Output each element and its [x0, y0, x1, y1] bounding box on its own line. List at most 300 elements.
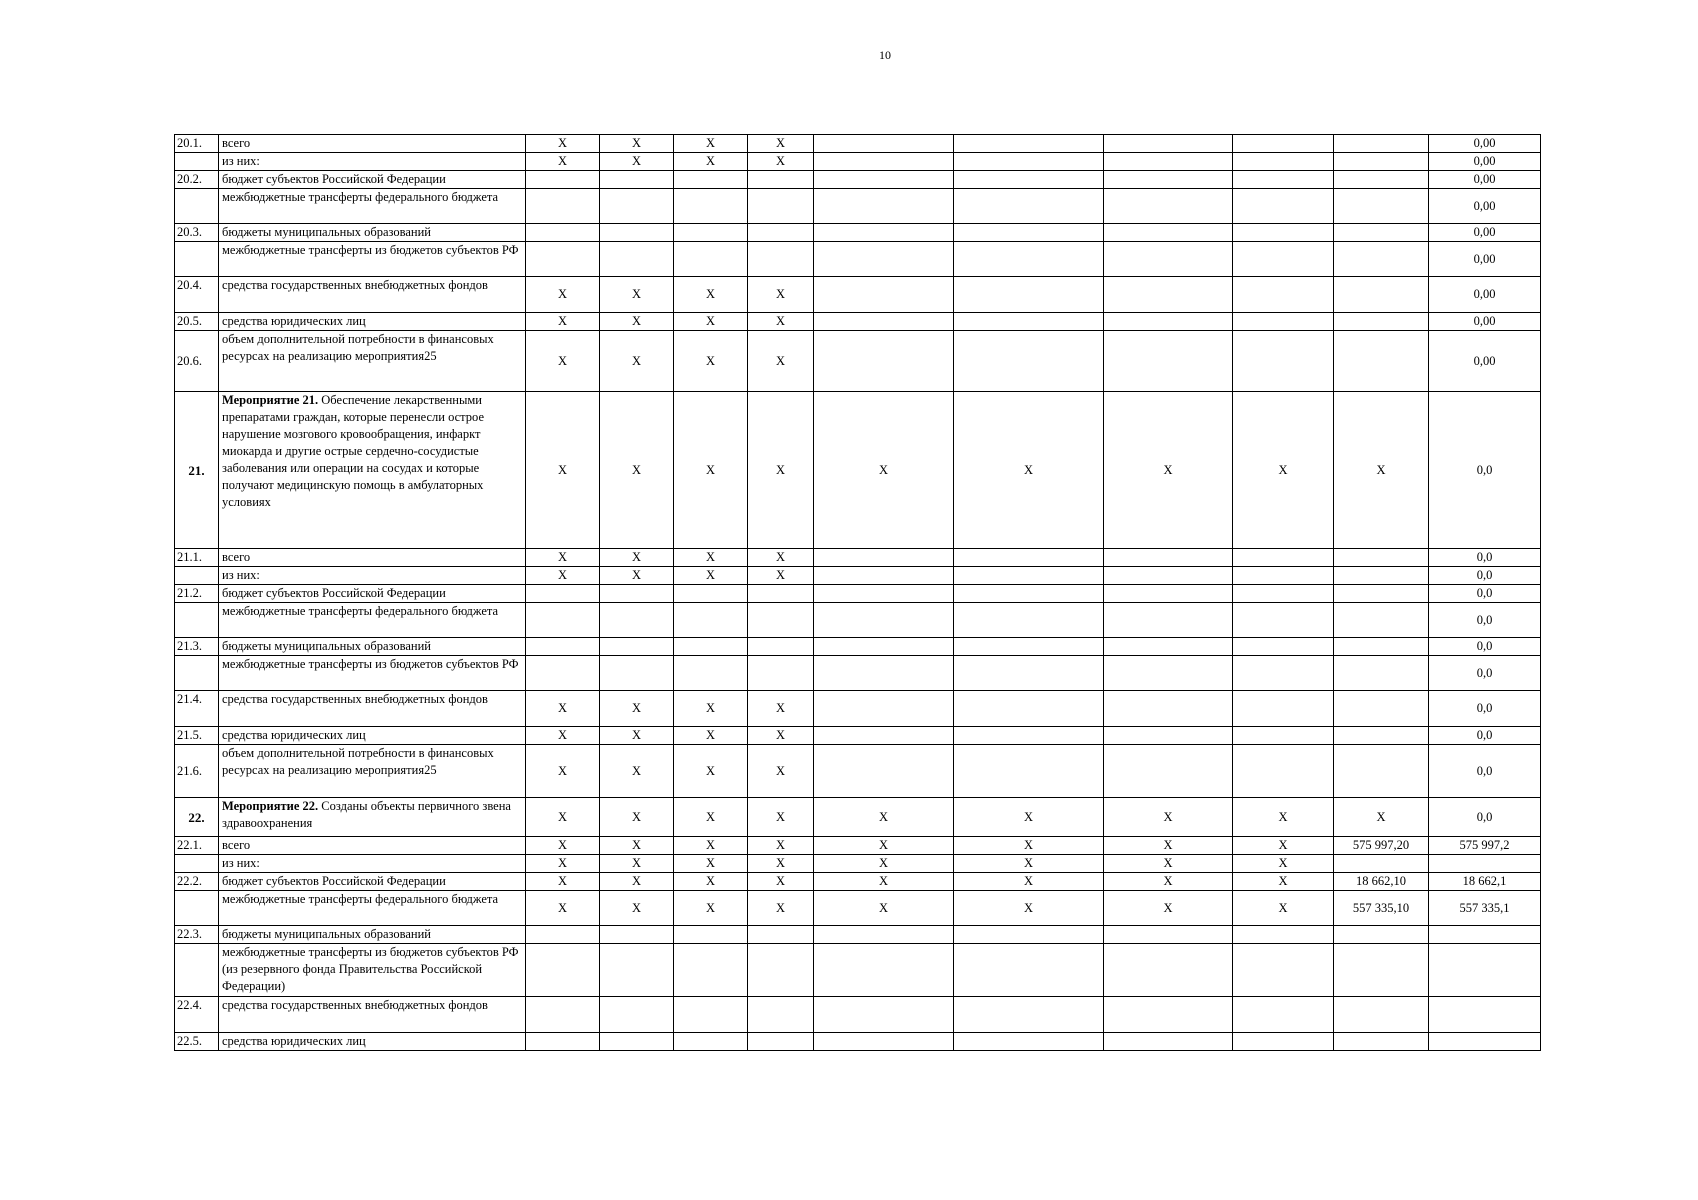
value-cell: [814, 997, 954, 1033]
event-title: Мероприятие 22.: [222, 799, 319, 813]
value-cell: [526, 997, 600, 1033]
value-cell: X: [526, 891, 600, 926]
value-cell: 0,00: [1429, 313, 1541, 331]
value-cell: 0,0: [1429, 603, 1541, 638]
value-cell: X: [674, 745, 748, 798]
event-description: Обеспечение лекарственными препаратами граждан, которые перенесли острое нарушение мозгового кровообращения, инфаркт миокарда и другие острые сердечно-сосудистые заболевания или операции на сосудах и которые получают медицинскую помощь в амбулаторных условиях: [222, 393, 484, 509]
row-description: межбюджетные трансферты из бюджетов субъектов РФ (из резервного фонда Правительства Российской Федерации): [219, 944, 526, 997]
value-cell: [1104, 277, 1233, 313]
value-cell: X: [814, 392, 954, 549]
table-row: [175, 691, 1541, 727]
value-cell: [674, 638, 748, 656]
value-cell: [814, 656, 954, 691]
value-cell: [1104, 313, 1233, 331]
value-cell: 18 662,10: [1334, 873, 1429, 891]
value-cell: [1334, 567, 1429, 585]
table-row: [175, 1033, 1541, 1051]
value-cell: [1334, 926, 1429, 944]
table-row: [175, 727, 1541, 745]
value-cell: X: [674, 331, 748, 392]
value-cell: X: [526, 277, 600, 313]
value-cell: [1233, 331, 1334, 392]
value-cell: [748, 242, 814, 277]
value-cell: 18 662,1: [1429, 873, 1541, 891]
value-cell: [1233, 745, 1334, 798]
row-number: 20.4.: [175, 277, 219, 313]
value-cell: X: [526, 549, 600, 567]
value-cell: [954, 313, 1104, 331]
value-cell: [748, 997, 814, 1033]
row-number: [175, 242, 219, 277]
row-description: межбюджетные трансферты федерального бюджета: [219, 603, 526, 638]
row-description: объем дополнительной потребности в финансовых ресурсах на реализацию мероприятия25: [219, 331, 526, 392]
row-description: средства государственных внебюджетных фондов: [219, 277, 526, 313]
value-cell: X: [748, 277, 814, 313]
value-cell: [748, 224, 814, 242]
value-cell: [526, 242, 600, 277]
value-cell: X: [674, 277, 748, 313]
value-cell: [814, 549, 954, 567]
value-cell: 557 335,1: [1429, 891, 1541, 926]
table-row: [175, 313, 1541, 331]
row-number: 21.5.: [175, 727, 219, 745]
value-cell: [1233, 313, 1334, 331]
value-cell: [1104, 745, 1233, 798]
value-cell: [1104, 153, 1233, 171]
value-cell: 0,00: [1429, 153, 1541, 171]
value-cell: X: [748, 691, 814, 727]
value-cell: X: [814, 873, 954, 891]
value-cell: X: [526, 691, 600, 727]
row-number: 20.5.: [175, 313, 219, 331]
value-cell: [814, 189, 954, 224]
value-cell: [1334, 153, 1429, 171]
value-cell: X: [674, 313, 748, 331]
value-cell: [954, 944, 1104, 997]
value-cell: [1104, 567, 1233, 585]
value-cell: [954, 1033, 1104, 1051]
value-cell: 0,00: [1429, 171, 1541, 189]
value-cell: 0,0: [1429, 585, 1541, 603]
value-cell: X: [814, 891, 954, 926]
value-cell: 0,00: [1429, 277, 1541, 313]
value-cell: [1104, 224, 1233, 242]
value-cell: [954, 691, 1104, 727]
value-cell: X: [1334, 798, 1429, 837]
value-cell: X: [526, 837, 600, 855]
table-row: [175, 171, 1541, 189]
value-cell: [1233, 656, 1334, 691]
value-cell: X: [954, 392, 1104, 549]
value-cell: [748, 1033, 814, 1051]
value-cell: X: [748, 727, 814, 745]
row-number: [175, 567, 219, 585]
value-cell: [954, 549, 1104, 567]
row-number: 21.3.: [175, 638, 219, 656]
table-row: [175, 585, 1541, 603]
value-cell: [814, 745, 954, 798]
page-number: 10: [879, 48, 891, 62]
value-cell: [1233, 567, 1334, 585]
value-cell: X: [954, 837, 1104, 855]
value-cell: [1104, 656, 1233, 691]
value-cell: X: [600, 567, 674, 585]
value-cell: X: [814, 798, 954, 837]
row-number: 22.3.: [175, 926, 219, 944]
value-cell: [1233, 997, 1334, 1033]
value-cell: X: [1104, 855, 1233, 873]
value-cell: 0,00: [1429, 135, 1541, 153]
value-cell: [1334, 549, 1429, 567]
value-cell: X: [526, 745, 600, 798]
value-cell: [954, 224, 1104, 242]
row-description: из них:: [219, 567, 526, 585]
event-row: [175, 392, 1541, 549]
event-description: Созданы объекты первичного звена здравоохранения: [222, 799, 511, 830]
value-cell: [674, 926, 748, 944]
value-cell: [748, 638, 814, 656]
value-cell: [674, 189, 748, 224]
row-description: [219, 392, 526, 549]
value-cell: [1233, 189, 1334, 224]
row-description: всего: [219, 837, 526, 855]
row-description: бюджет субъектов Российской Федерации: [219, 873, 526, 891]
row-number: 22.4.: [175, 997, 219, 1033]
value-cell: [1233, 944, 1334, 997]
value-cell: [954, 638, 1104, 656]
value-cell: [954, 585, 1104, 603]
table-row: [175, 277, 1541, 313]
row-number: 21.6.: [175, 745, 219, 798]
row-description: межбюджетные трансферты из бюджетов субъектов РФ: [219, 656, 526, 691]
value-cell: X: [526, 153, 600, 171]
value-cell: X: [1233, 392, 1334, 549]
value-cell: [1334, 585, 1429, 603]
row-description: средства юридических лиц: [219, 313, 526, 331]
value-cell: [954, 656, 1104, 691]
value-cell: X: [600, 392, 674, 549]
value-cell: X: [674, 873, 748, 891]
value-cell: [1334, 242, 1429, 277]
value-cell: [1334, 745, 1429, 798]
value-cell: [674, 224, 748, 242]
value-cell: X: [600, 691, 674, 727]
value-cell: [814, 603, 954, 638]
value-cell: [600, 189, 674, 224]
row-description: межбюджетные трансферты федерального бюджета: [219, 891, 526, 926]
row-number: 20.6.: [175, 331, 219, 392]
value-cell: [1334, 331, 1429, 392]
row-description: бюджеты муниципальных образований: [219, 926, 526, 944]
value-cell: [748, 585, 814, 603]
value-cell: [1334, 224, 1429, 242]
value-cell: X: [600, 549, 674, 567]
value-cell: [1104, 997, 1233, 1033]
row-number: 21.2.: [175, 585, 219, 603]
value-cell: [674, 585, 748, 603]
value-cell: 0,00: [1429, 189, 1541, 224]
value-cell: [526, 171, 600, 189]
value-cell: X: [748, 798, 814, 837]
table-row: [175, 873, 1541, 891]
value-cell: [674, 944, 748, 997]
value-cell: X: [674, 567, 748, 585]
value-cell: [1104, 549, 1233, 567]
value-cell: X: [600, 153, 674, 171]
value-cell: [814, 691, 954, 727]
value-cell: X: [814, 855, 954, 873]
value-cell: [600, 171, 674, 189]
value-cell: X: [600, 798, 674, 837]
value-cell: X: [1104, 837, 1233, 855]
value-cell: X: [674, 891, 748, 926]
value-cell: [954, 277, 1104, 313]
value-cell: [814, 926, 954, 944]
row-description: средства юридических лиц: [219, 1033, 526, 1051]
value-cell: X: [1233, 855, 1334, 873]
row-description: всего: [219, 135, 526, 153]
value-cell: X: [600, 837, 674, 855]
value-cell: X: [954, 891, 1104, 926]
value-cell: [600, 1033, 674, 1051]
value-cell: X: [1104, 873, 1233, 891]
table-row: [175, 153, 1541, 171]
value-cell: X: [674, 153, 748, 171]
value-cell: [1233, 638, 1334, 656]
value-cell: X: [674, 392, 748, 549]
value-cell: X: [1104, 798, 1233, 837]
value-cell: [1233, 585, 1334, 603]
table-row: [175, 944, 1541, 997]
value-cell: [1104, 171, 1233, 189]
row-number: [175, 189, 219, 224]
value-cell: [954, 727, 1104, 745]
value-cell: 0,0: [1429, 392, 1541, 549]
value-cell: 0,00: [1429, 242, 1541, 277]
value-cell: 575 997,20: [1334, 837, 1429, 855]
value-cell: [600, 638, 674, 656]
table-row: [175, 567, 1541, 585]
row-number: [175, 891, 219, 926]
value-cell: [1104, 638, 1233, 656]
value-cell: X: [748, 837, 814, 855]
value-cell: [526, 603, 600, 638]
value-cell: [814, 727, 954, 745]
value-cell: X: [748, 855, 814, 873]
value-cell: X: [954, 855, 1104, 873]
value-cell: [1334, 944, 1429, 997]
table-row: [175, 745, 1541, 798]
value-cell: [1334, 855, 1429, 873]
row-number: [175, 153, 219, 171]
value-cell: X: [748, 549, 814, 567]
value-cell: [1429, 926, 1541, 944]
row-number: 22.1.: [175, 837, 219, 855]
row-description: межбюджетные трансферты федерального бюджета: [219, 189, 526, 224]
value-cell: [1233, 1033, 1334, 1051]
row-number: 20.3.: [175, 224, 219, 242]
value-cell: [1334, 1033, 1429, 1051]
row-number: 22.: [175, 798, 219, 837]
row-number: 21.1.: [175, 549, 219, 567]
value-cell: X: [1334, 392, 1429, 549]
value-cell: X: [1233, 873, 1334, 891]
value-cell: [814, 153, 954, 171]
table-row: [175, 189, 1541, 224]
value-cell: X: [1233, 891, 1334, 926]
value-cell: [1334, 277, 1429, 313]
row-description: межбюджетные трансферты из бюджетов субъектов РФ: [219, 242, 526, 277]
value-cell: [814, 277, 954, 313]
value-cell: X: [526, 135, 600, 153]
value-cell: X: [600, 855, 674, 873]
value-cell: 0,0: [1429, 638, 1541, 656]
value-cell: X: [748, 873, 814, 891]
value-cell: [954, 926, 1104, 944]
value-cell: X: [748, 891, 814, 926]
value-cell: [600, 242, 674, 277]
value-cell: [1334, 189, 1429, 224]
value-cell: [954, 567, 1104, 585]
value-cell: [600, 585, 674, 603]
value-cell: [814, 638, 954, 656]
table-row: [175, 224, 1541, 242]
event-title: Мероприятие 21.: [222, 393, 319, 407]
value-cell: [1429, 944, 1541, 997]
value-cell: [1104, 691, 1233, 727]
value-cell: X: [600, 135, 674, 153]
value-cell: [954, 242, 1104, 277]
value-cell: X: [748, 313, 814, 331]
value-cell: [1334, 171, 1429, 189]
value-cell: X: [526, 873, 600, 891]
table-body: [175, 135, 1541, 1051]
value-cell: [1104, 944, 1233, 997]
value-cell: [814, 944, 954, 997]
value-cell: [1104, 585, 1233, 603]
row-description: из них:: [219, 153, 526, 171]
table-row: [175, 638, 1541, 656]
value-cell: [600, 926, 674, 944]
row-number: [175, 656, 219, 691]
table-row: [175, 603, 1541, 638]
value-cell: 0,0: [1429, 798, 1541, 837]
value-cell: [1233, 603, 1334, 638]
value-cell: X: [674, 549, 748, 567]
value-cell: 557 335,10: [1334, 891, 1429, 926]
value-cell: [1233, 171, 1334, 189]
row-number: [175, 944, 219, 997]
value-cell: [748, 189, 814, 224]
value-cell: X: [526, 392, 600, 549]
value-cell: [1233, 926, 1334, 944]
event-row: [175, 798, 1541, 837]
value-cell: X: [674, 727, 748, 745]
row-description: из них:: [219, 855, 526, 873]
table-row: [175, 656, 1541, 691]
value-cell: X: [748, 745, 814, 798]
row-number: 20.2.: [175, 171, 219, 189]
value-cell: [1334, 603, 1429, 638]
value-cell: X: [600, 727, 674, 745]
value-cell: [1334, 135, 1429, 153]
value-cell: [954, 997, 1104, 1033]
value-cell: [1334, 313, 1429, 331]
value-cell: [814, 331, 954, 392]
value-cell: [1104, 331, 1233, 392]
value-cell: X: [748, 392, 814, 549]
value-cell: [954, 135, 1104, 153]
value-cell: [674, 1033, 748, 1051]
value-cell: X: [1104, 392, 1233, 549]
value-cell: [526, 944, 600, 997]
row-description: средства государственных внебюджетных фондов: [219, 691, 526, 727]
value-cell: [526, 1033, 600, 1051]
value-cell: X: [748, 135, 814, 153]
value-cell: 0,00: [1429, 224, 1541, 242]
value-cell: [526, 656, 600, 691]
row-description: средства государственных внебюджетных фондов: [219, 997, 526, 1033]
value-cell: X: [600, 873, 674, 891]
value-cell: [1334, 638, 1429, 656]
value-cell: X: [1104, 891, 1233, 926]
value-cell: [1334, 656, 1429, 691]
value-cell: X: [674, 855, 748, 873]
value-cell: [600, 603, 674, 638]
value-cell: [1334, 691, 1429, 727]
row-description: средства юридических лиц: [219, 727, 526, 745]
value-cell: X: [526, 855, 600, 873]
value-cell: [1429, 997, 1541, 1033]
value-cell: [1233, 549, 1334, 567]
value-cell: X: [600, 313, 674, 331]
table-row: [175, 549, 1541, 567]
value-cell: X: [748, 567, 814, 585]
value-cell: [748, 926, 814, 944]
value-cell: [526, 638, 600, 656]
value-cell: [1429, 855, 1541, 873]
value-cell: [526, 189, 600, 224]
value-cell: X: [526, 313, 600, 331]
table-row: [175, 331, 1541, 392]
value-cell: [1104, 926, 1233, 944]
value-cell: X: [526, 727, 600, 745]
value-cell: [1104, 603, 1233, 638]
value-cell: [954, 603, 1104, 638]
value-cell: [814, 585, 954, 603]
row-number: [175, 603, 219, 638]
value-cell: X: [674, 691, 748, 727]
value-cell: X: [526, 331, 600, 392]
value-cell: 0,0: [1429, 727, 1541, 745]
row-number: [175, 855, 219, 873]
value-cell: [674, 656, 748, 691]
value-cell: [1334, 727, 1429, 745]
value-cell: 575 997,2: [1429, 837, 1541, 855]
value-cell: [954, 189, 1104, 224]
value-cell: [814, 313, 954, 331]
row-description: бюджеты муниципальных образований: [219, 638, 526, 656]
value-cell: X: [674, 135, 748, 153]
value-cell: X: [748, 153, 814, 171]
value-cell: [526, 224, 600, 242]
value-cell: [526, 585, 600, 603]
row-description: бюджет субъектов Российской Федерации: [219, 585, 526, 603]
row-description: бюджеты муниципальных образований: [219, 224, 526, 242]
value-cell: 0,0: [1429, 691, 1541, 727]
row-number: 21.4.: [175, 691, 219, 727]
value-cell: [674, 997, 748, 1033]
